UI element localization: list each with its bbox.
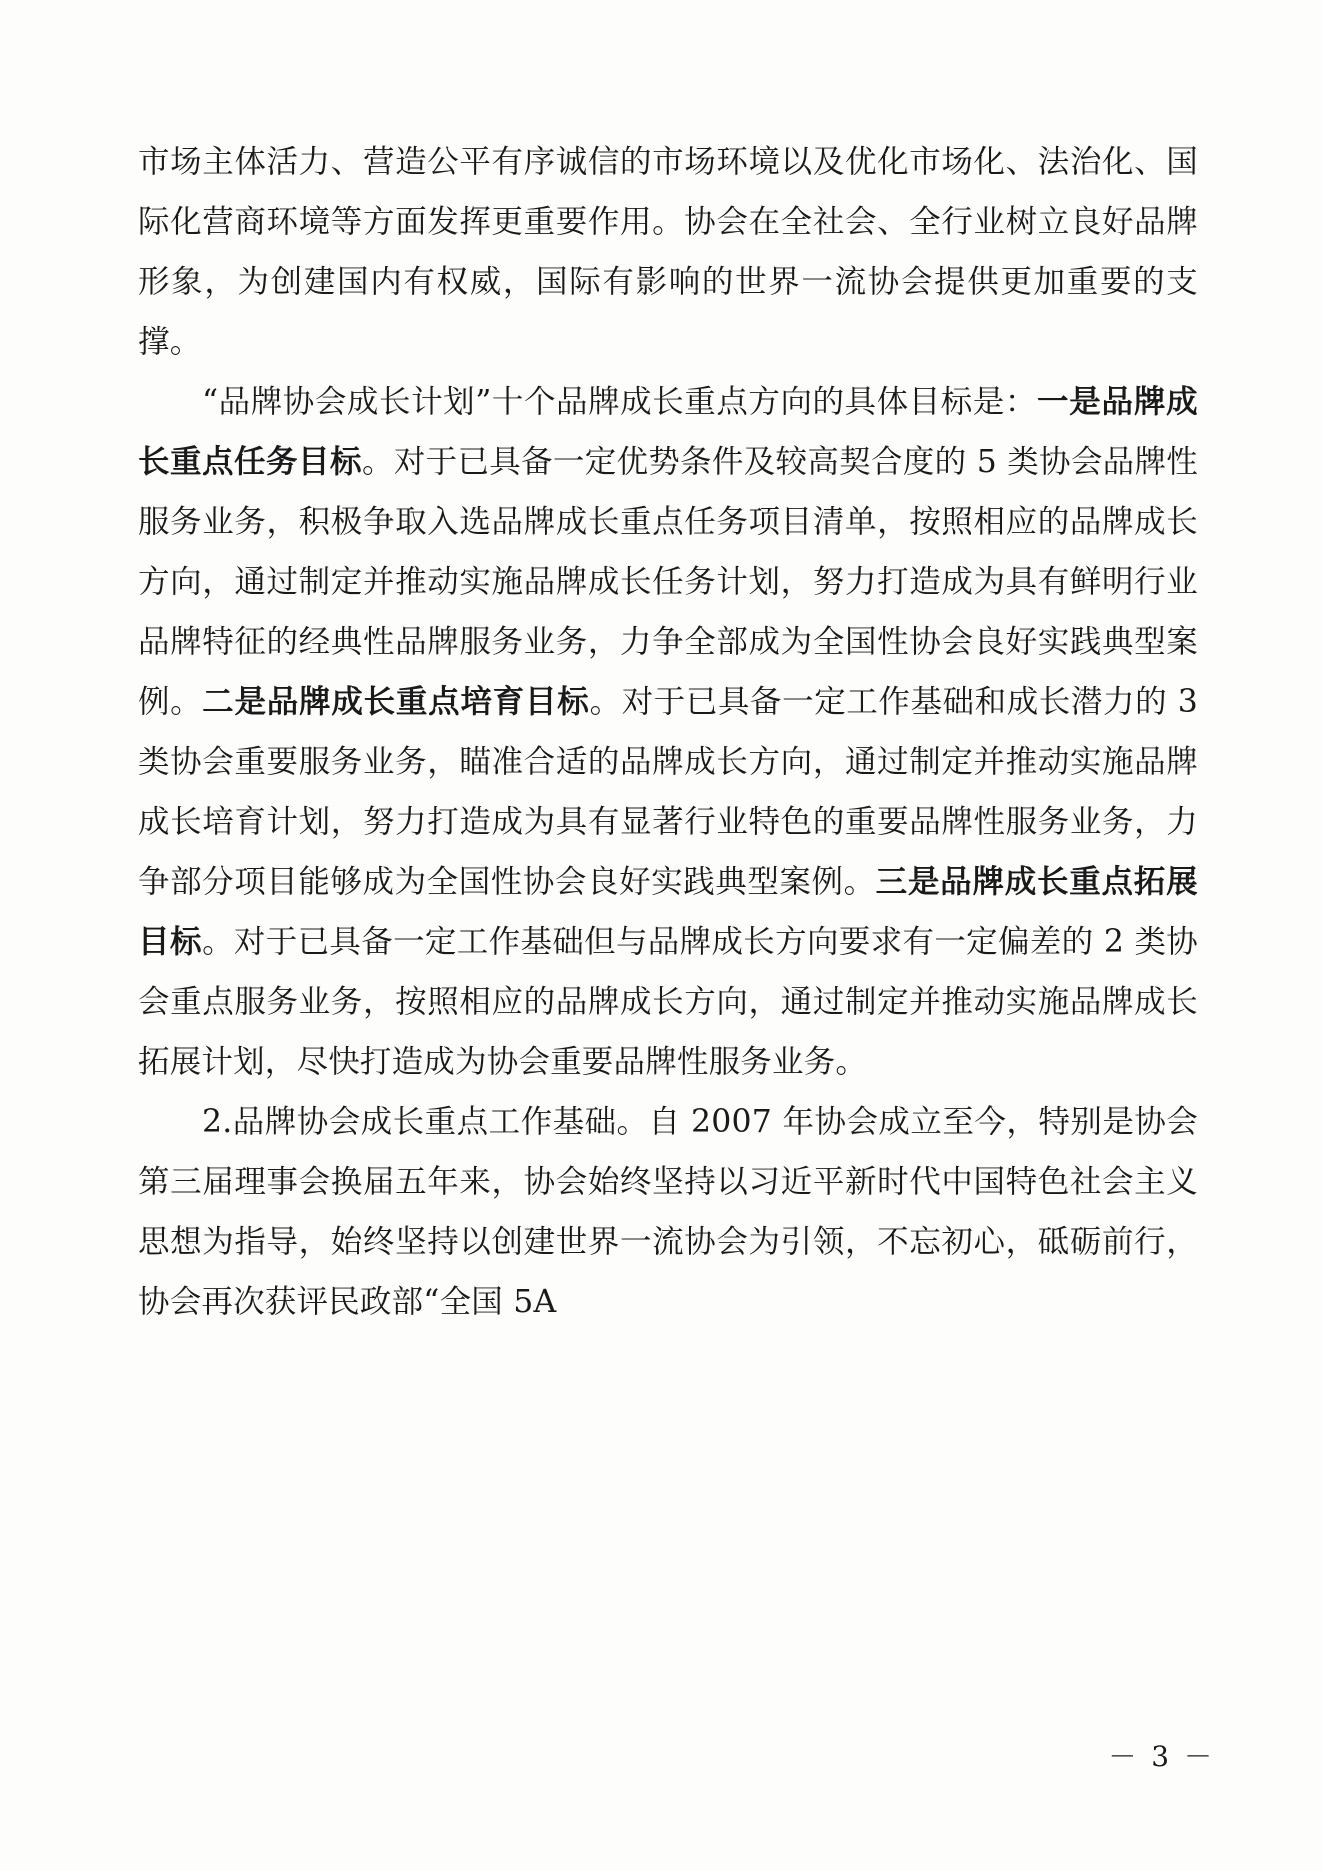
bold-heading-run: 二是品牌成长重点培育目标 [202,683,590,720]
page-number: － 3 － [1108,1740,1215,1773]
text-run: 。对于已具备一定工作基础和成长潜力的 3 类协会重要服务业务，瞄准合适的品牌成长方向，通过制定并推动实施品牌成长培育计划，努力打造成为具有显著行业特色的重要品牌性服务业务，力争部分项目能够成为全国性协会良好实践典型案例。 [138,684,1198,900]
bold-heading-run: 一是品牌成长重点任务目标 [138,383,1198,480]
text-run: “品牌协会成长计划”十个品牌成长重点方向的具体目标是： [202,384,1038,420]
paragraph-work-foundation [138,1092,1198,1332]
paragraph-brand-growth-goals [138,372,1198,1092]
text-run: 市场主体活力、营造公平有序诚信的市场环境以及优化市场化、法治化、国际化营商环境等方面发挥更重要作用。协会在全社会、全行业树立良好品牌形象，为创建国内有权威，国际有影响的世界一流协会提供更加重要的支撑。 [138,144,1198,360]
document-body [138,132,1198,1332]
paragraph-continuation [138,132,1198,372]
text-run: 。对于已具备一定工作基础但与品牌成长方向要求有一定偏差的 2 类协会重点服务业务，按照相应的品牌成长方向，通过制定并推动实施品牌成长拓展计划，尽快打造成为协会重要品牌性服务业务。 [138,924,1198,1080]
text-run: 2.品牌协会成长重点工作基础。自 2007 年协会成立至今，特别是协会第三届理事会换届五年来，协会始终坚持以习近平新时代中国特色社会主义思想为指导，始终坚持以创建世界一流协会为引领，不忘初心，砥砺前行，协会再次获评民政部“全国 5A [138,1104,1198,1320]
bold-heading-run: 三是品牌成长重点拓展目标 [138,863,1198,960]
text-run: 。对于已具备一定优势条件及较高契合度的 5 类协会品牌性服务业务，积极争取入选品牌成长重点任务项目清单，按照相应的品牌成长方向，通过制定并推动实施品牌成长任务计划，努力打造成为具有鲜明行业品牌特征的经典性品牌服务业务，力争全部成为全国性协会良好实践典型案例。 [138,444,1198,720]
